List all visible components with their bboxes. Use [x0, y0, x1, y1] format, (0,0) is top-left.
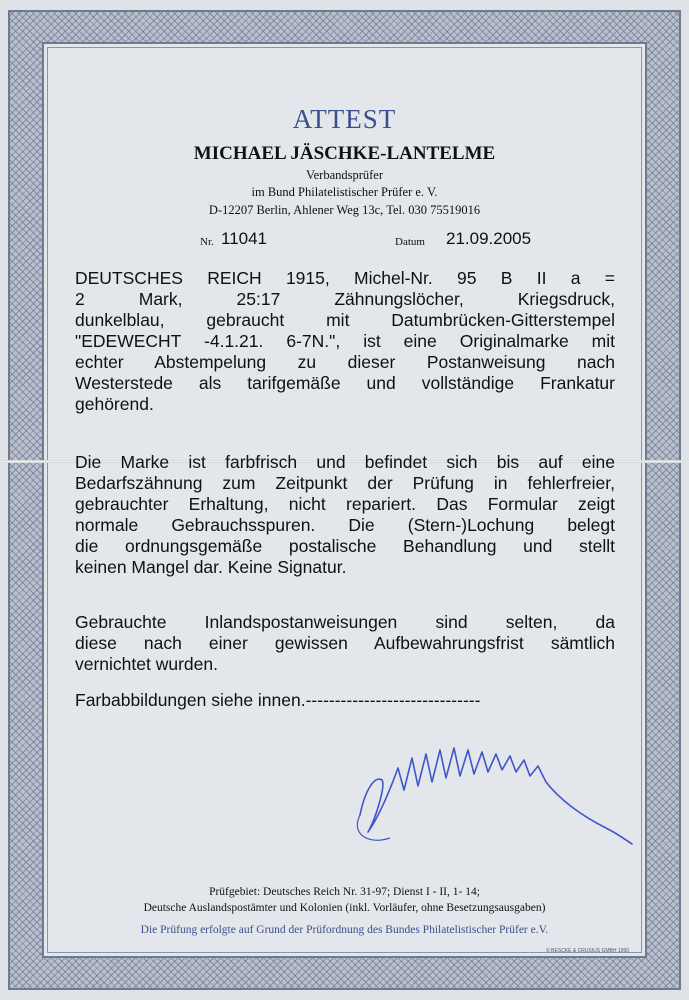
- footer-test-area-1: Prüfgebiet: Deutsches Reich Nr. 31-97; Dienst I - II, 1- 14;: [209, 886, 480, 898]
- footer-regulation: Die Prüfung erfolgte auf Grund der Prüfordnung des Bundes Philatelistischer Prüfer e.V.: [140, 924, 549, 936]
- text-line: Bedarfszähnung zum Zeitpunkt der Prüfung in fehlerfreier,: [75, 473, 615, 493]
- paragraph-illustrations: [75, 690, 615, 711]
- text-line: keinen Mangel dar. Keine Signatur.: [75, 557, 347, 577]
- text-line: Die Marke ist farbfrisch und befindet sich bis auf eine: [75, 452, 615, 472]
- certificate-number: 11041: [221, 229, 268, 248]
- text-line: gebrauchter Erhaltung, nicht repariert. Das Formular zeigt: [75, 494, 615, 514]
- text-line: gehörend.: [75, 394, 154, 414]
- examiner-role: Verbandsprüfer: [305, 168, 384, 182]
- attest-title: ATTEST: [292, 104, 397, 134]
- examiner-address: D-12207 Berlin, Ahlener Weg 13c, Tel. 030 75519016: [208, 203, 481, 217]
- examiner-association: im Bund Philatelistischer Prüfer e. V.: [251, 185, 438, 199]
- text-line: Gebrauchte Inlandspostanweisungen sind selten, da: [75, 612, 615, 632]
- text-line: "EDEWECHT -4.1.21. 6-7N.", ist eine Originalmarke mit: [75, 331, 615, 351]
- text-line: echter Abstempelung zu dieser Postanweisung nach: [75, 352, 615, 372]
- paragraph-condition: [75, 452, 615, 578]
- text-line: Westerstede als tarifgemäße und vollständige Frankatur: [75, 373, 615, 393]
- paragraph-description: [75, 268, 615, 415]
- text-line: 2 Mark, 25:17 Zähnungslöcher, Kriegsdruck,: [75, 289, 615, 309]
- number-label: Nr.: [200, 236, 214, 248]
- text-line: vernichtet wurden.: [75, 654, 218, 674]
- copyright-note: © BESCKE & CRUSIUS GMBH 1990: [546, 948, 629, 954]
- text-line: Farbabbildungen siehe innen.------------------------------: [75, 690, 481, 710]
- text-line: diese nach einer gewissen Aufbewahrungsfrist sämtlich: [75, 633, 615, 653]
- signature-icon: [320, 720, 640, 870]
- paragraph-rarity: [75, 612, 615, 675]
- text-line: DEUTSCHES REICH 1915, Michel-Nr. 95 B II a =: [75, 268, 615, 288]
- text-line: dunkelblau, gebraucht mit Datumbrücken-Gitterstempel: [75, 310, 615, 330]
- text-line: normale Gebrauchsspuren. Die (Stern-)Lochung belegt: [75, 515, 615, 535]
- examiner-name: MICHAEL JÄSCHKE-LANTELME: [193, 143, 496, 164]
- date-label: Datum: [395, 236, 425, 248]
- certificate-date: 21.09.2005: [446, 229, 532, 248]
- footer-test-area-2: Deutsche Auslandspostämter und Kolonien (inkl. Vorläufer, ohne Besetzungsausgaben): [143, 902, 546, 914]
- text-line: die ordnungsgemäße postalische Behandlung und stellt: [75, 536, 615, 556]
